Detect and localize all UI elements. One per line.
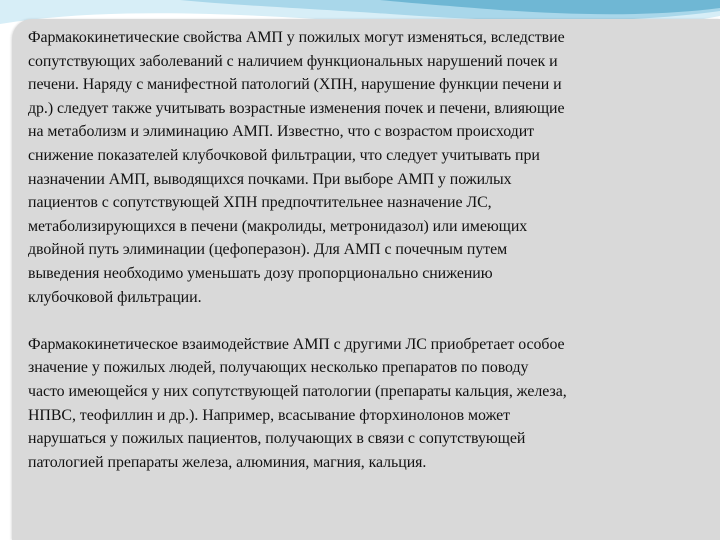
text-line: метаболизирующихся в печени (макролиды, метронидазол) или имеющих bbox=[28, 217, 528, 235]
text-line: сопутствующих заболеваний с наличием функциональных нарушений почек и bbox=[28, 52, 558, 70]
text-line: печени. Наряду с манифестной патологий (ХПН, нарушение функции печени и bbox=[28, 76, 562, 94]
text-line: др.) следует также учитывать возрастные изменения почек и печени, влияющие bbox=[28, 99, 565, 117]
text-line: часто имеющейся у них сопутствующей патологии (препараты кальция, железа, bbox=[28, 382, 567, 400]
text-line: патологией препараты железа, алюминия, магния, кальция. bbox=[28, 453, 427, 471]
text-line: Фармакокинетическое взаимодействие АМП с другими ЛС приобретает особое bbox=[28, 335, 565, 353]
text-line: значение у пожилых людей, получающих несколько препаратов по поводу bbox=[28, 359, 529, 377]
paragraph-spacer bbox=[28, 309, 716, 333]
paragraph-pharmacokinetic-properties bbox=[28, 26, 716, 309]
text-line: снижение показателей клубочковой фильтрации, что следует учитывать при bbox=[28, 146, 540, 164]
text-line: назначении АМП, выводящихся почками. При выборе АМП у пожилых bbox=[28, 170, 512, 188]
text-line: пациентов с сопутствующей ХПН предпочтительнее назначение ЛС, bbox=[28, 194, 492, 212]
text-line: Фармакокинетические свойства АМП у пожилых могут изменяться, вследствие bbox=[28, 29, 565, 46]
text-line: выведения необходимо уменьшать дозу пропорционально снижению bbox=[28, 264, 493, 282]
text-line: на метаболизм и элиминацию АМП. Известно, что с возрастом происходит bbox=[28, 123, 535, 141]
paragraph-drug-interactions bbox=[28, 333, 716, 475]
text-line: нарушаться у пожилых пациентов, получающих в связи с сопутствующей bbox=[28, 430, 526, 448]
text-line: клубочковой фильтрации. bbox=[28, 288, 202, 306]
body-text bbox=[28, 26, 716, 474]
text-line: НПВС, теофиллин и др.). Например, всасывание фторхинолонов может bbox=[28, 406, 511, 424]
text-line: двойной путь элиминации (цефоперазон). Для АМП с почечным путем bbox=[28, 241, 508, 259]
